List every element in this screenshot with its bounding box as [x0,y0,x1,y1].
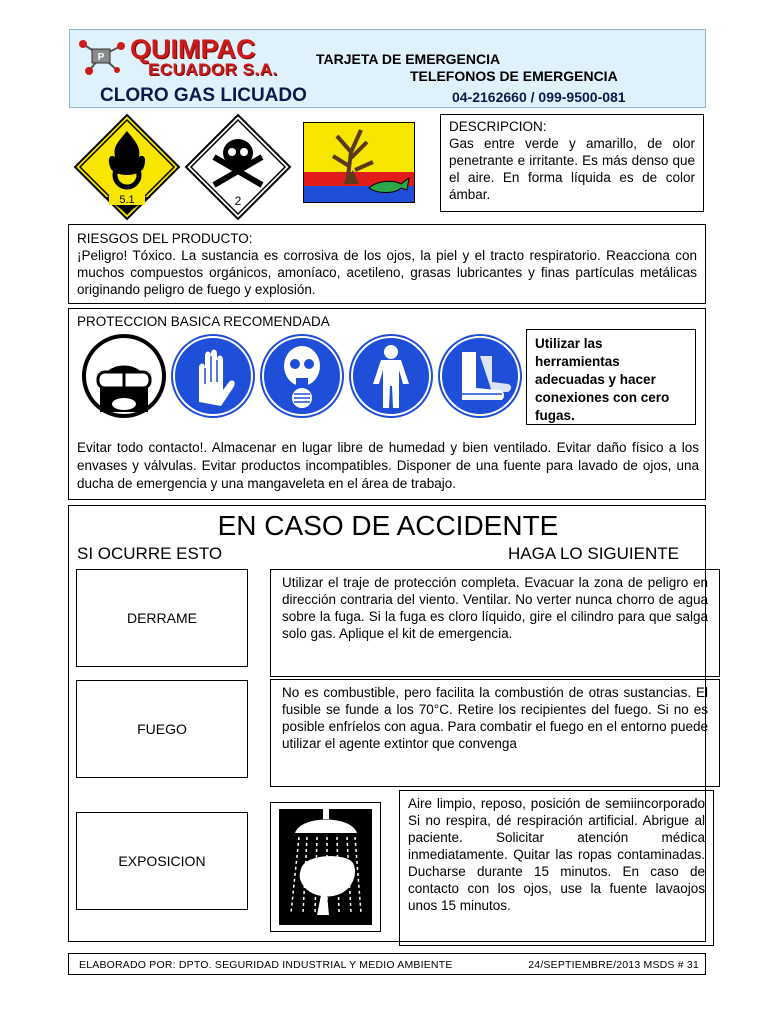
oxidizer-icon [73,113,181,221]
prepared-by: ELABORADO POR: DPTO. SEGURIDAD INDUSTRIAL Y MEDIO AMBIENTE [79,959,453,971]
if-happens-label: SI OCURRE ESTO [77,544,223,563]
description-text: Gas entre verde y amarillo, de olor penetrante e irritante. Es más denso que el aire. En forma líquida es de color ámbar. [449,136,695,202]
company-subname: ECUADOR S.A. [148,60,278,79]
situation-spill: DERRAME [76,569,248,667]
header-banner [69,29,706,108]
shower-icon [270,802,381,932]
toxic-class-number: 2 [234,194,242,208]
description-title: DESCRIPCION: [449,119,547,134]
product-name: CLORO GAS LICUADO [100,85,307,106]
date-and-code: 24/SEPTIEMBRE/2013 MSDS # 31 [528,959,699,971]
action-fire: No es combustible, pero facilita la combustión de otras sustancias. El fusible se funde a los 70°C. Retire los recipientes del fuego. Si no es posible enfríelos con agua. Para combatir el fuego en el entorno puede utilizar el agente extintor que convenga [270,679,720,787]
situation-fire: FUEGO [76,680,248,778]
accident-box [68,505,706,942]
respirator-icon [258,332,346,420]
do-this-label: HAGA LO SIGUIENTE [508,544,679,563]
ppe-icons-row [80,332,526,422]
goggles-icon [80,332,168,420]
molecule-logo-icon [75,36,127,76]
risks-box [68,224,706,304]
company-name: QUIMPAC [130,34,256,64]
situation-exposure: EXPOSICION [76,812,248,910]
footer [68,953,706,975]
description-box [440,114,704,212]
action-exposure: Aire limpio, reposo, posición de semiincorporado Si no respira, dé respiración artificial. Abrigue al paciente. Solicitar atención médica inmediatamente. Quitar las ropas contaminadas. Ducharse durante 15 minutos. En caso de contacto con los ojos, use la fuente lavaojos unos 15 minutos. [399,790,714,946]
phones-title: TELEFONOS DE EMERGENCIA [410,68,618,84]
risks-text: ¡Peligro! Tóxico. La sustancia es corrosiva de los ojos, la piel y el tracto respiratorio. Reacciona con muchos compuestos orgánicos, amoníaco, acetileno, grasas lubricantes y finas partículas metálicas originando peligro de fuego y explosión. [77,248,697,297]
boots-icon [436,332,524,420]
protection-text: Evitar todo contacto!. Almacenar en lugar libre de humedad y bien ventilado. Evitar daño físico a los envases y válvulas. Evitar productos incompatibles. Disponer de una fuente para lavado de ojos, una ducha de emergencia y una mangaveleta en el área de trabajo. [77,440,699,491]
tools-note: Utilizar las herramientas adecuadas y hacer conexiones con cero fugas. [526,329,696,425]
protection-box [68,308,706,500]
logo-letters: P [97,52,105,63]
protection-title: PROTECCION BASICA RECOMENDADA [77,314,330,329]
protective-suit-icon [347,332,435,420]
risks-title: RIESGOS DEL PRODUCTO: [77,231,253,246]
card-title: TARJETA DE EMERGENCIA [316,51,501,67]
emergency-phones: 04-2162660 / 099-9500-081 [452,89,626,105]
accident-title: EN CASO DE ACCIDENTE [217,510,559,541]
action-spill: Utilizar el traje de protección completa. Evacuar la zona de peligro en dirección contraria del viento. Ventilar. No verter nunca chorro de agua sobre la fuga. Si la fuga es cloro líquido, gire el cilindro para que salga solo gas. Aplique el kit de emergencia. [270,569,720,677]
environment-hazard-icon [303,122,415,203]
skull-crossbones-icon [184,113,292,221]
oxidizer-class-number: 5.1 [119,194,135,206]
gloves-icon [169,332,257,420]
